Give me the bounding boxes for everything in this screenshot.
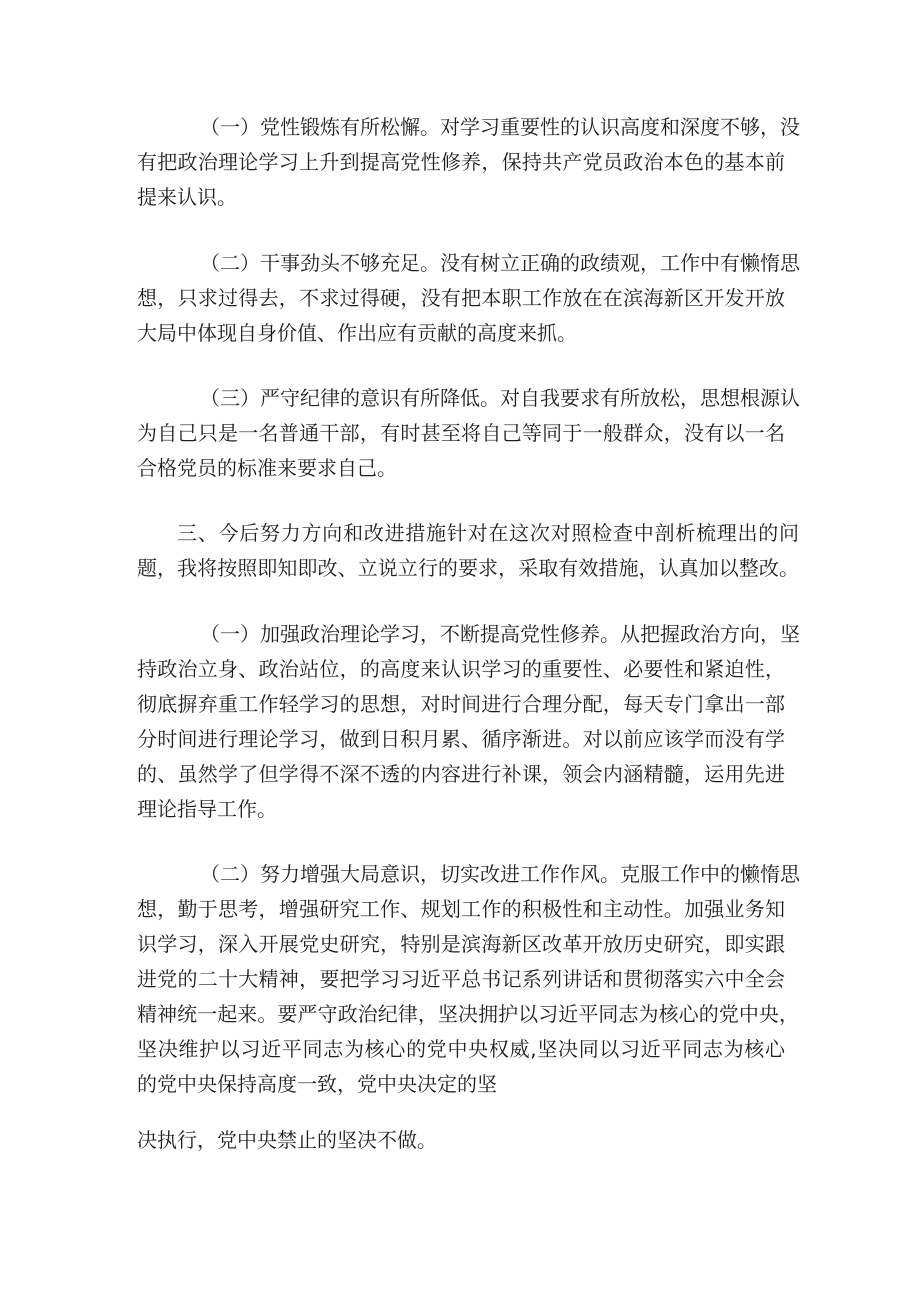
paragraph-1-line-1: （一）党性锻炼有所松懈。对学习重要性的认识高度和深度不够，没 <box>200 115 800 139</box>
paragraph-5-line-3: 彻底摒弃重工作轻学习的思想，对时间进行合理分配，每天专门拿出一部 <box>137 692 785 716</box>
paragraph-6-line-2: 想，勤于思考，增强研究工作、规划工作的积极性和主动性。加强业务知 <box>137 897 785 921</box>
paragraph-1-line-3: 提来认识。 <box>137 185 237 209</box>
paragraph-5-line-1: （一）加强政治理论学习，不断提高党性修养。从把握政治方向，坚 <box>200 622 800 646</box>
paragraph-6-line-5: 精神统一起来。要严守政治纪律，坚决拥护以习近平同志为核心的党中央， <box>137 1002 799 1026</box>
paragraph-1-line-2: 有把政治理论学习上升到提高党性修养，保持共产党员政治本色的基本前 <box>137 150 785 174</box>
paragraph-6-line-3: 识学习，深入开展党史研究，特别是滨海新区改革开放历史研究，即实跟 <box>137 932 785 956</box>
paragraph-6-line-6: 坚决维护以习近平同志为核心的党中央权威,坚决同以习近平同志为核心 <box>137 1037 785 1061</box>
paragraph-3-line-1: （三）严守纪律的意识有所降低。对自我要求有所放松，思想根源认 <box>200 386 800 410</box>
paragraph-3-line-2: 为自己只是一名普通干部，有时甚至将自己等同于一般群众，没有以一名 <box>137 421 785 445</box>
paragraph-4-line-1: 三、今后努力方向和改进措施针对在这次对照检查中剖析梳理出的问 <box>177 521 799 545</box>
paragraph-6-line-4: 进党的二十大精神，要把学习习近平总书记系列讲话和贯彻落实六中全会 <box>137 967 785 991</box>
paragraph-4-line-2: 题，我将按照即知即改、立说立行的要求，采取有效措施，认真加以整改。 <box>137 556 799 580</box>
paragraph-7-line-1: 决执行，党中央禁止的坚决不做。 <box>137 1128 437 1152</box>
paragraph-6-line-1: （二）努力增强大局意识，切实改进工作作风。克服工作中的懒惰思 <box>200 862 800 886</box>
paragraph-2-line-2: 想，只求过得去，不求过得硬，没有把本职工作放在在滨海新区开发开放 <box>137 286 785 310</box>
paragraph-5-line-6: 理论指导工作。 <box>137 797 277 821</box>
paragraph-3-line-3: 合格党员的标准来要求自己。 <box>137 456 397 480</box>
paragraph-2-line-3: 大局中体现自身价值、作出应有贡献的高度来抓。 <box>137 321 577 345</box>
paragraph-5-line-2: 持政治立身、政治站位，的高度来认识学习的重要性、必要性和紧迫性， <box>137 657 785 681</box>
paragraph-5-line-4: 分时间进行理论学习，做到日积月累、循序渐进。对以前应该学而没有学 <box>137 727 785 751</box>
paragraph-5-line-5: 的、虽然学了但学得不深不透的内容进行补课，领会内涵精髓，运用先进 <box>137 762 785 786</box>
paragraph-6-line-7: 的党中央保持高度一致，党中央决定的坚 <box>137 1072 497 1096</box>
paragraph-2-line-1: （二）干事劲头不够充足。没有树立正确的政绩观，工作中有懒惰思 <box>200 251 800 275</box>
